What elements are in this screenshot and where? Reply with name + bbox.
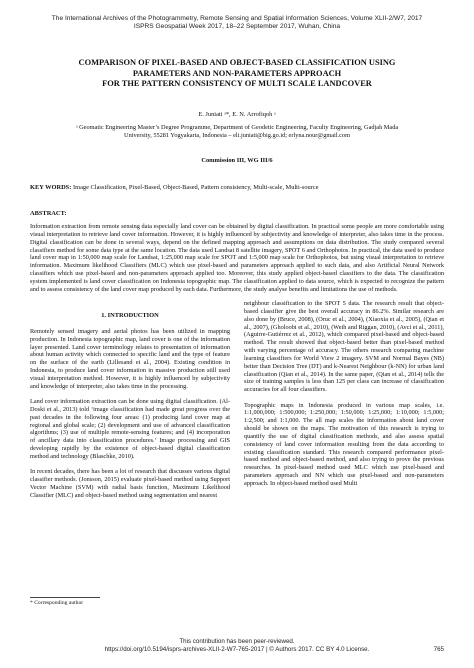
- title-line-2: PARAMETERS AND NON-PARAMETERS APPROACH: [132, 68, 342, 78]
- footer-review-note: This contribution has been peer-reviewed.: [179, 638, 295, 645]
- footnote: * Corresponding author: [30, 600, 84, 606]
- author-list: E. Juniati ᵃ*, E. N. Arrofiqoh ᵃ: [198, 111, 276, 118]
- header-conference-line: ISPRS Geospatial Week 2017, 18–22 September 2017, Wuhan, China: [133, 23, 341, 30]
- section-heading-introduction: 1. INTRODUCTION: [101, 312, 159, 319]
- paragraph: neighbour classification to the SPOT 5 data. The research result that object-based classifier give the best overall accuracy in 86.2%. Similar research are also done by (Bruce, 2008), (Oruc et al., 2004), (Xiaoxia et al., 2005), (Qian et al., 2007), (Gholoobi et al., 2010), (Weih and Riggan, 2010), (Avci et al., 2011), (Aguirre-Gutiérrez et al., 2012), which compared pixel-based and object-based method. The result showed that object-based better than pixel-based method with varying percentage of accuracy. The others research comparing machine learning classifiers for World View 2 imagery. SVM and Normal Bayes (NB) better than Decision Tree (DT) and k-Nearest Neighbour (k-NN) for urban land classification (Qian et al., 2014). In the same paper, (Qian et al., 2014) tells the size of training samples is less than 125 per class can increase of classification accuracies for all four classifiers.: [244, 300, 444, 394]
- paragraph: Topographic maps in Indonesia produced in various map scales, i.e. 1:1,000,000; 1:500,000; 1:250,000; 1:50,000; 1:25,000; 1:10,000; 1:5,000; 1:2,500; and 1:1,000. The all map scales the information about land cover should be shown on the maps. The motivation of this research is trying to quantify the use of digital classification methods, and also assess spatial consistency of land cover information resulting from the data according to existing classification standard. This research compared performance pixel-based method and object-based method, and also trying to prove the previous researches. In pixel-based method used MLC which use pixel-based and parameters approach and NN which use pixel-based and non-parameters approach. In object-based method used Multi: [244, 401, 444, 487]
- paper-title: [40, 58, 434, 90]
- abstract-heading: ABSTRACT:: [30, 210, 67, 217]
- left-column: [30, 312, 230, 507]
- commission-label: Commission III, WG III/6: [201, 157, 273, 164]
- title-line-3: FOR THE PATTERN CONSISTENCY OF MULTI SCALE LANDCOVER: [102, 79, 372, 89]
- keywords-text: Image Classification, Pixel-Based, Object-Based, Pattern consistency, Multi-scale, Multi-source: [71, 184, 319, 191]
- footer-doi-link[interactable]: https://doi.org/10.5194/isprs-archives-XLII-2-W7-765-2017 | © Authors 2017. CC BY 4.0 License.: [104, 646, 370, 654]
- paragraph: Land cover information extraction can be done using digital classification. (Al-Doski et al., 2013) told ‘image classification had made great progress over the past decades in the following four areas: (1) producing land cover map at regional and global scale; (2) development and use of advanced classification algorithms; (3) use of multiple remote-sensing features; and (4) incorporation of ancillary data into classification procedures.’ Image processing and GIS developing rapidly by the existence of object-based digital classification method and technology (Blaschke, 2010).: [30, 397, 230, 460]
- page-footer: [30, 638, 444, 655]
- paragraph: In recent decades, there has been a lot of research that discusses various digital classifier methods. (Jonsson, 2015) evaluate pixel-based method using Support Vector Machine (SVM) with radial basis function, Maximum Likelihood Classifier (MLC) and object-based method using segmentation and nearest: [30, 468, 230, 499]
- right-column: [244, 300, 444, 495]
- paragraph: Remotely sensed imagery and aerial photos has been utilized in mapping production. In Indonesia topographic map, land cover is one of the information layer presented. Land cover terminology relates to presentation of information about human activity which connected to specific land and the type of feature on the surface of the earth (Lillesand et al., 2004). Existing condition in Indonesia, to produce land cover information in massive production still used visual interpretation method. However, it is highly influenced by subjectivity and knowledge of interpreter, also takes time in the processing.: [30, 327, 230, 390]
- header-journal-line: The International Archives of the Photogrammetry, Remote Sensing and Spatial Information Sciences, Volume XLII-2/W7, 2017: [51, 15, 423, 22]
- keywords: [30, 184, 444, 192]
- affiliation-line-1: ᵃ Geomatic Engineering Master’s Degree Programme, Department of Geodetic Engineering, Faculty Engineering, Gadjah Mada: [75, 124, 399, 131]
- keywords-label: KEY WORDS:: [30, 184, 72, 191]
- affiliation-line-2: University, 55281 Yogyakarta, Indonesia – eli.juniati@big.go.id; erlyna.nour@gmail.com: [124, 132, 350, 139]
- running-header: [30, 15, 444, 31]
- title-line-1: COMPARISON OF PIXEL-BASED AND OBJECT-BASED CLASSIFICATION USING: [78, 58, 396, 67]
- footnote-divider: [30, 597, 100, 598]
- abstract-text: Information extraction from remote sensing data especially land cover can be obtained by digital classification. In practical some people are more comfortable using visual interpretation to retrieve land cover information. However, it is highly influenced by subjectivity and knowledge of interpreter, also takes time in the process. Digital classification can be done in several ways, depend on the defined mapping approach and assumptions on data distribution. The study compared several classifiers method for some data type at the same location. The data used Landsat 8 satellite imagery, SPOT 6 and Orthophotos. In practical, the data used to produce land cover map in 1:50,000 map scale for Landsat, 1:25,000 map scale for SPOT and 1:5,000 map scale for Orthophotos, but using visual interpretation to retrieve information. Maximum likelihood Classifiers (MLC) which use pixel-based and parameters approach applied to such data, and also Artificial Neural Network classifiers which use pixel-based and non-parameters approach applied too. Moreover, this study applied object-based classifiers to the data. The classification system implemented is land cover classification on Indonesia topographic map. The classification applied to data source, which is expected to recognize the pattern and to assess consistency of the land cover map produced by each data. Furthermore, the study analyse benefits and limitations the use of methods.: [30, 223, 444, 293]
- affiliation: [40, 124, 434, 140]
- page-number: 765: [433, 646, 444, 653]
